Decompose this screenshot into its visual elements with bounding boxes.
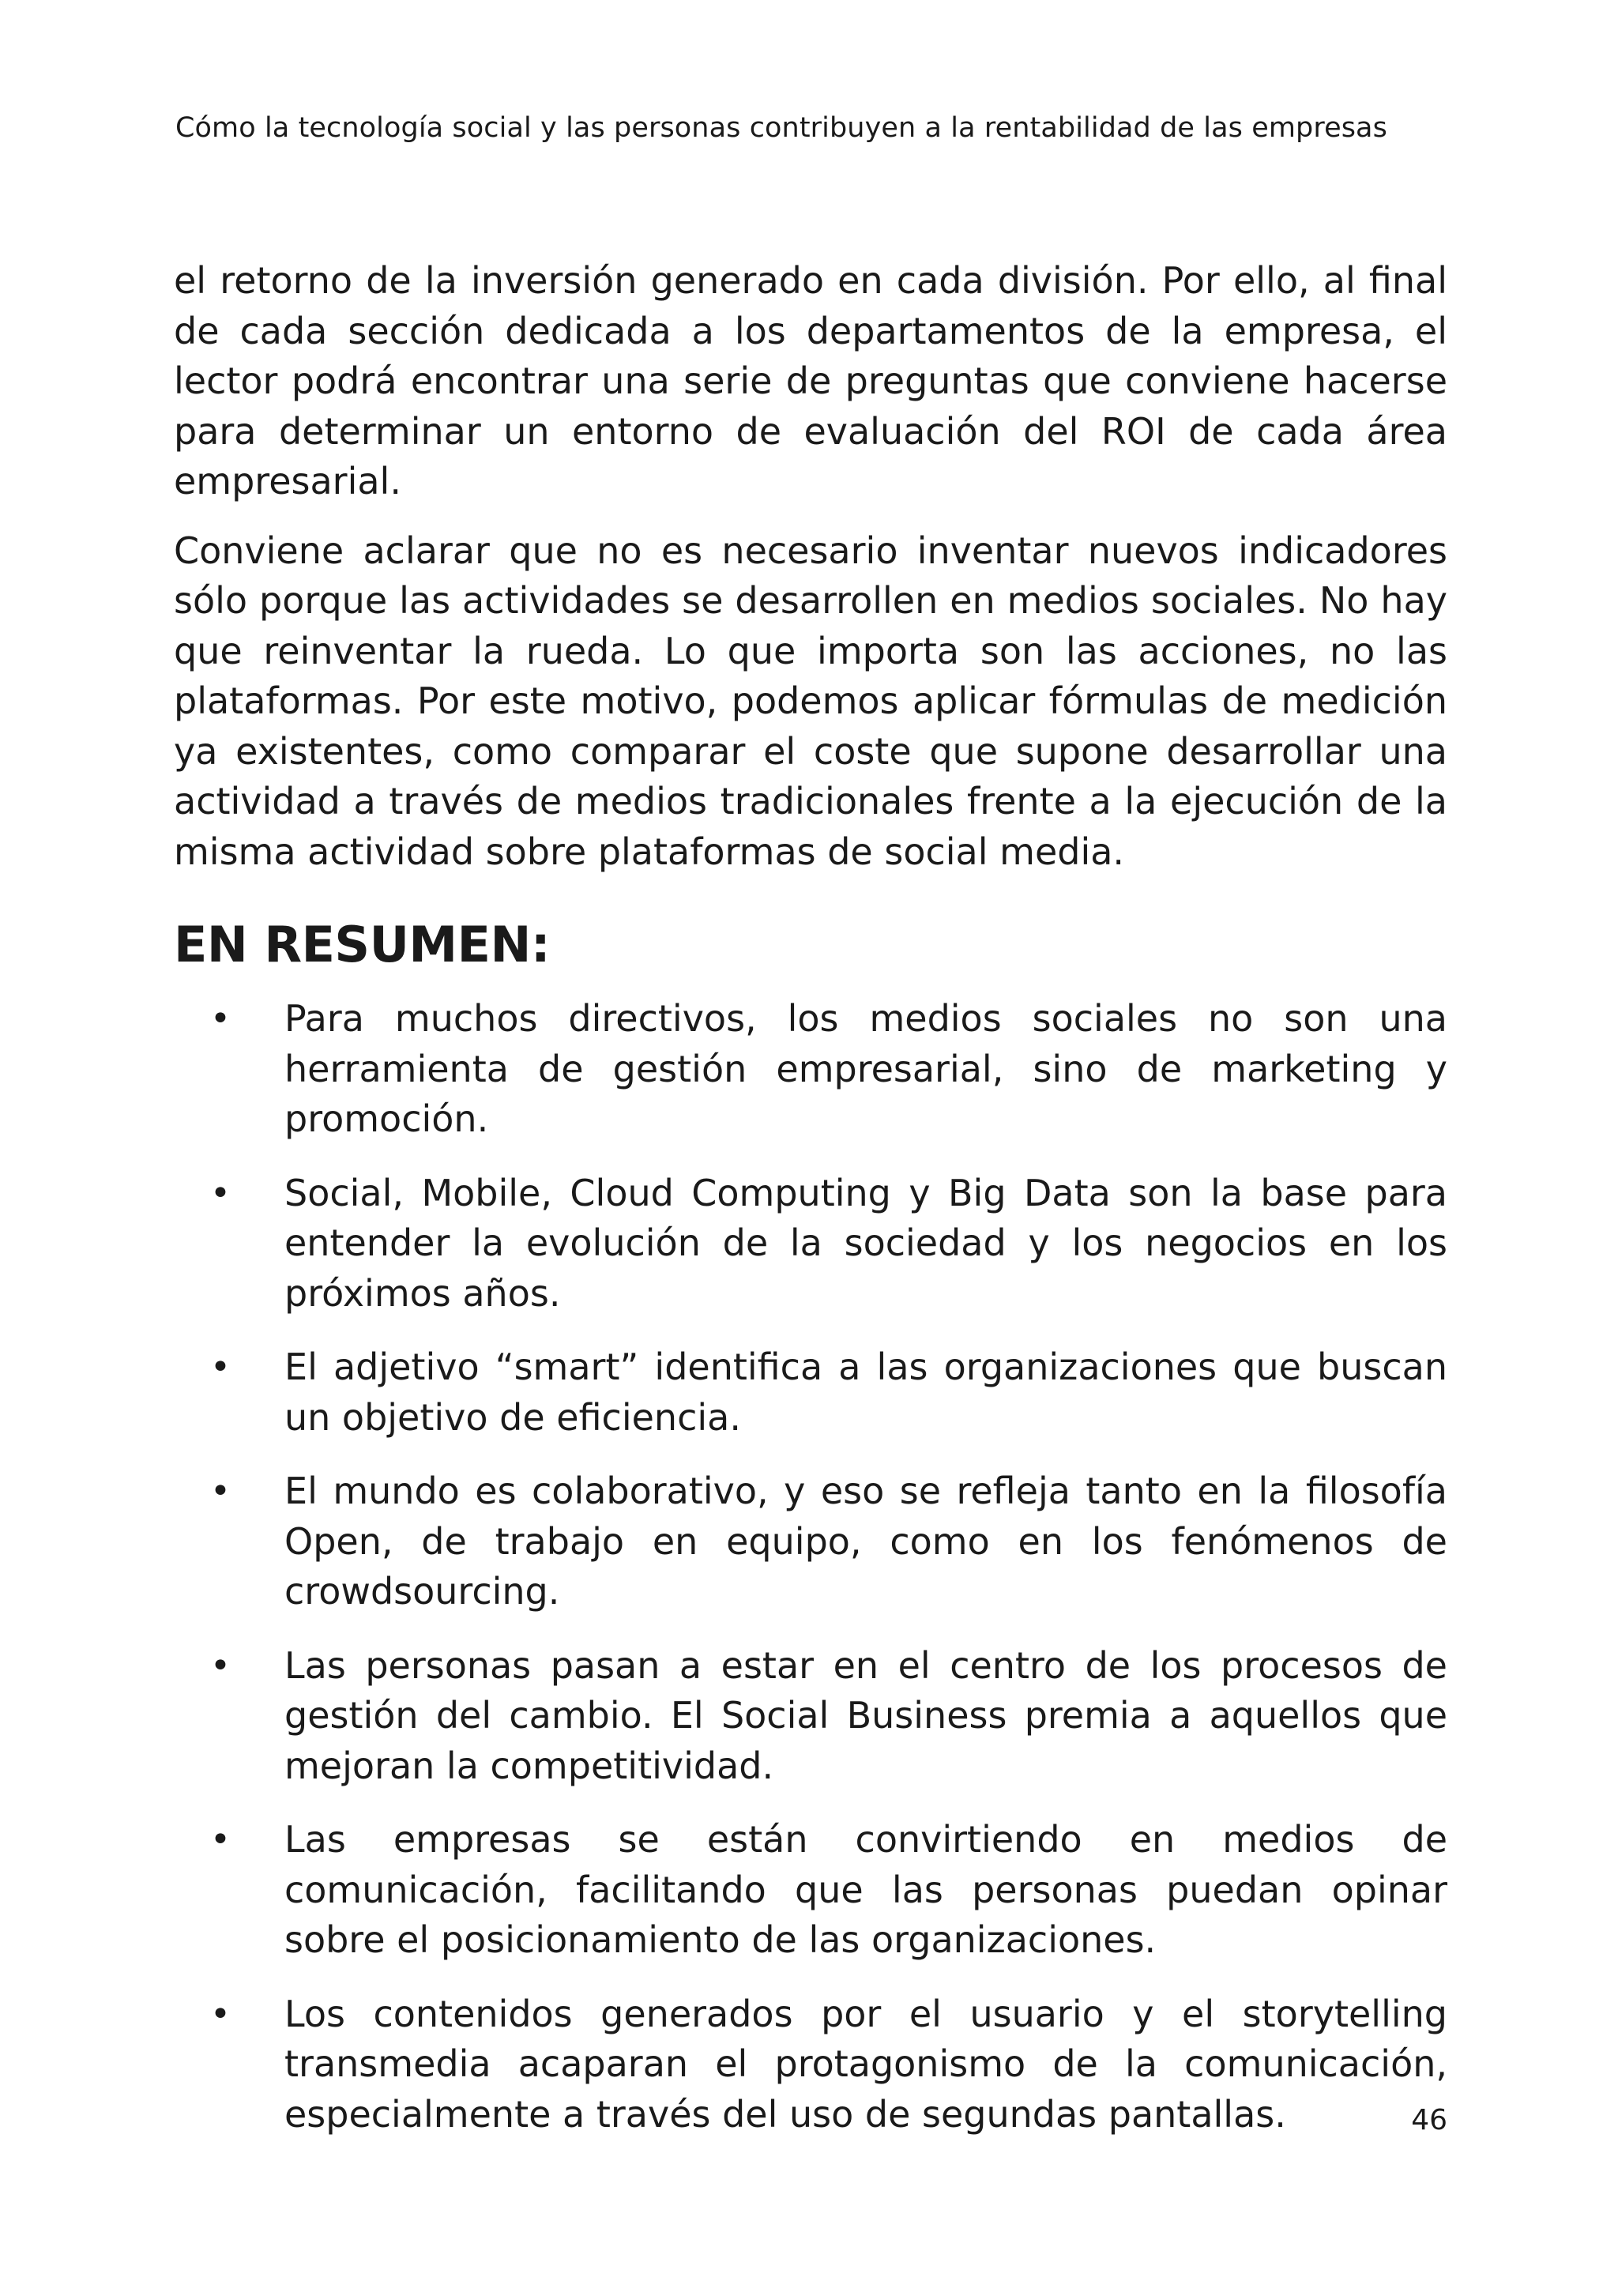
bullet-icon: • [210, 1471, 231, 1511]
bullet-icon: • [210, 999, 231, 1039]
summary-item-text: Las personas pasan a estar en el centro de los procesos de gestión del cambio. El Social Business premia a aquellos que mejoran la competitividad. [284, 1643, 1447, 1787]
page-number: 46 [1411, 2104, 1447, 2136]
summary-item-text: Los contenidos generados por el usuario y el storytelling transmedia acaparan el protagonismo de la comunicación, especialmente a través del uso de segundas pantallas. [284, 1992, 1447, 2136]
summary-item-text: El adjetivo “smart” identifica a las organizaciones que buscan un objetivo de eficiencia. [284, 1346, 1447, 1439]
summary-list-item [174, 1815, 1447, 1966]
bullet-icon: • [210, 1172, 231, 1214]
bullet-icon: • [210, 1645, 231, 1686]
summary-list [174, 994, 1447, 2140]
summary-item-text: El mundo es colaborativo, y eso se refleja tanto en la filosofía Open, de trabajo en equipo, como en los fenómenos de crowdsourcing. [284, 1470, 1447, 1613]
summary-item-text: Social, Mobile, Cloud Computing y Big Data son la base para entender la evolución de la sociedad y los negocios en los próximos años. [284, 1171, 1447, 1315]
running-header: Cómo la tecnología social y las personas contribuyen a la rentabilidad de las empresas [175, 112, 1387, 144]
bullet-icon: • [210, 1820, 231, 1860]
summary-list-item [174, 994, 1447, 1145]
summary-list-item [174, 1342, 1447, 1443]
summary-heading: EN RESUMEN: [174, 916, 551, 973]
body-paragraph: Conviene aclarar que no es necesario inventar nuevos indicadores sólo porque las actividades se desarrollen en medios sociales. No hay que reinventar la rueda. Lo que importa son las acciones, no las plataformas. Por este motivo, podemos aplicar fórmulas de medición ya existentes, como comparar el coste que supone desarrollar una actividad a través de medios tradicionales frente a la ejecución de la misma actividad sobre plataformas de social media. [174, 529, 1447, 873]
summary-item-text: Las empresas se están convirtiendo en medios de comunicación, facilitando que las personas puedan opinar sobre el posicionamiento de las organizaciones. [284, 1818, 1447, 1961]
bullet-icon: • [210, 1347, 231, 1387]
body-paragraph: el retorno de la inversión generado en cada división. Por ello, al final de cada sección dedicada a los departamentos de la empresa, el lector podrá encontrar una serie de preguntas que conviene hacerse para determinar un entorno de evaluación del ROI de cada área empresarial. [174, 259, 1447, 502]
summary-list-item [174, 1466, 1447, 1617]
page-body [174, 256, 1447, 2163]
summary-list-item [174, 1169, 1447, 1319]
bullet-icon: • [210, 1993, 231, 2034]
summary-list-item [174, 1989, 1447, 2140]
summary-item-text: Para muchos directivos, los medios sociales no son una herramienta de gestión empresarial, sino de marketing y promoción. [284, 997, 1447, 1140]
summary-list-item [174, 1641, 1447, 1792]
